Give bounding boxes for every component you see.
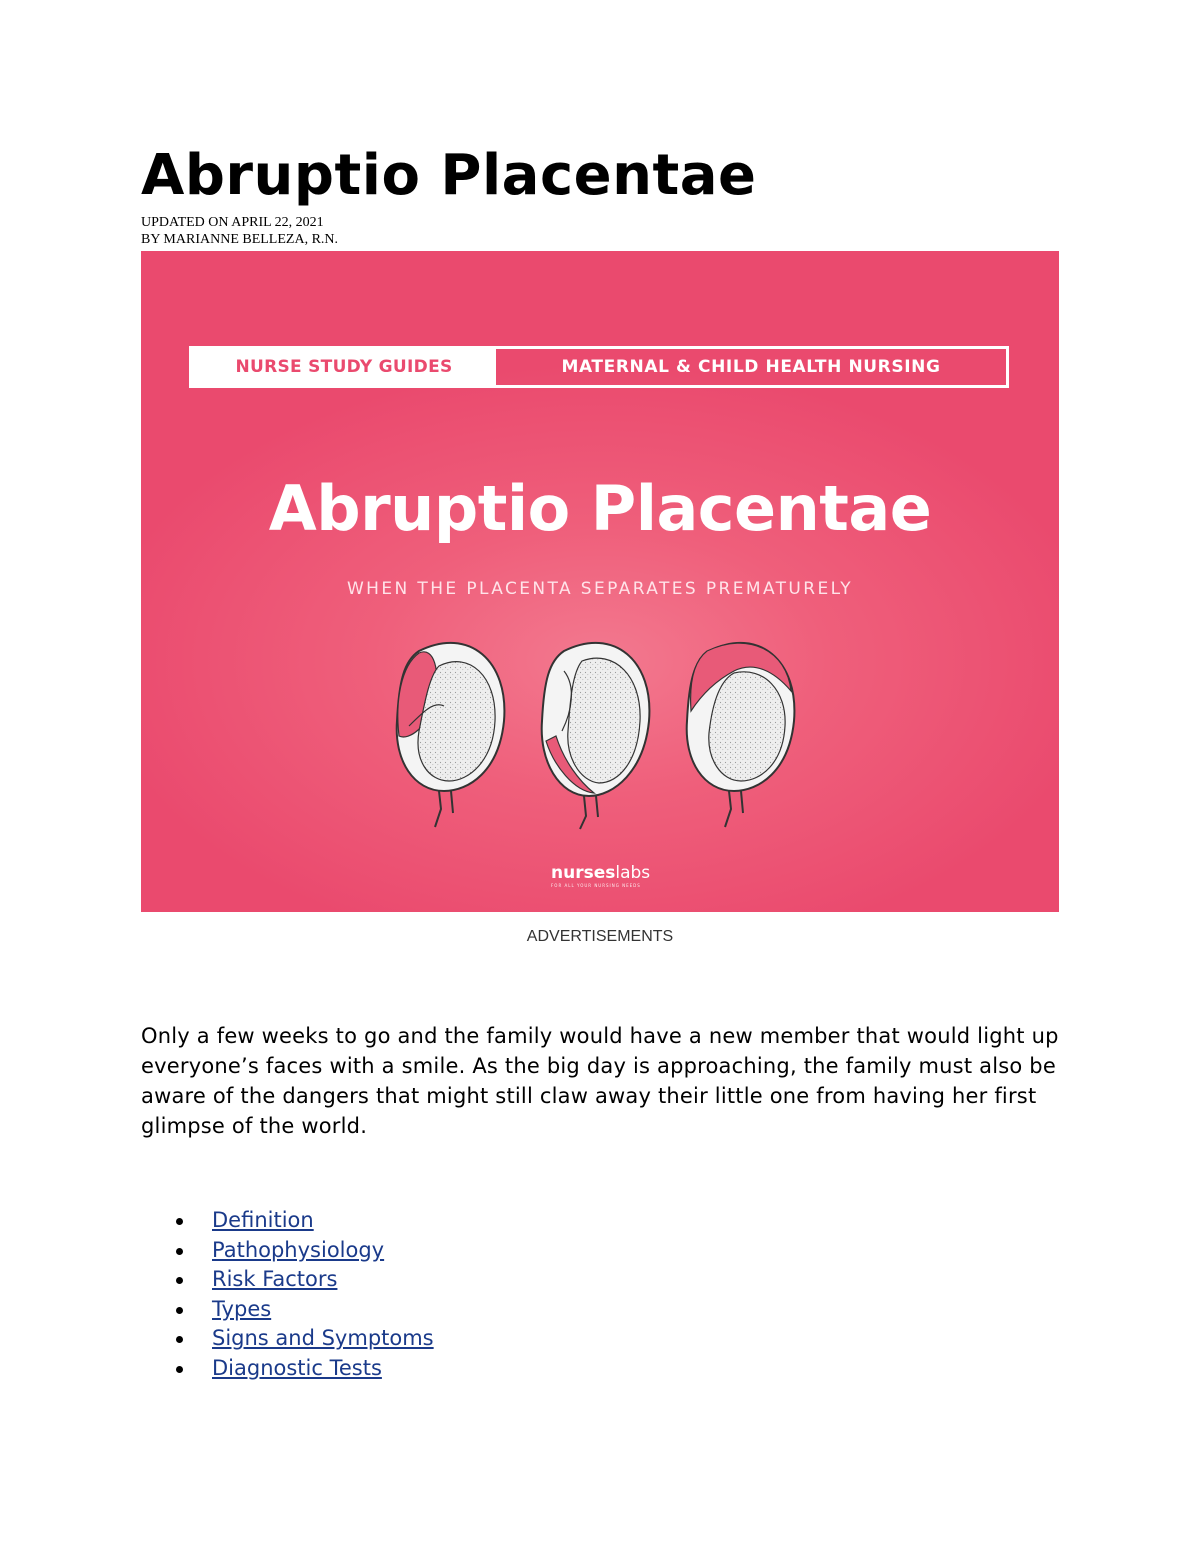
toc-item (141, 1294, 434, 1324)
advertisements-label: ADVERTISEMENTS (526, 928, 674, 945)
toc-item (141, 1205, 434, 1235)
logo-brand-bold: nurses (551, 863, 616, 883)
uterus-illustration-2 (542, 643, 650, 829)
category-banner (189, 346, 1009, 388)
toc-link-definition[interactable]: Definition (212, 1208, 314, 1232)
bullet-icon (176, 1307, 183, 1314)
toc-link-signs-and-symptoms[interactable]: Signs and Symptoms (212, 1326, 434, 1351)
toc-item (141, 1353, 434, 1383)
toc-link-risk-factors[interactable]: Risk Factors (212, 1267, 338, 1292)
uterus-illustrations (379, 631, 819, 831)
toc-item (141, 1235, 434, 1265)
hero-title: Abruptio Placentae (268, 472, 932, 545)
intro-paragraph: Only a few weeks to go and the family would have a new member that would light up everyone’s faces with a smile. As the big day is approaching, the family must also be aware of the dangers that might still claw away their little one from having her first glimpse of the world. (141, 1024, 1059, 1138)
toc-link-pathophysiology[interactable]: Pathophysiology (212, 1237, 385, 1262)
banner-category: MATERNAL & CHILD HEALTH NURSING (561, 357, 941, 377)
bullet-icon (176, 1366, 183, 1373)
bullet-icon (176, 1277, 183, 1284)
nurseslabs-logo (551, 863, 650, 889)
toc-link-types[interactable]: Types (212, 1296, 272, 1321)
author-byline: BY MARIANNE BELLEZA, R.N. (141, 232, 339, 247)
bullet-icon (176, 1218, 183, 1225)
logo-tagline: FOR ALL YOUR NURSING NEEDS (551, 883, 641, 888)
table-of-contents (141, 1205, 434, 1383)
uterus-illustration-3 (687, 643, 795, 827)
banner-study-guides: NURSE STUDY GUIDES (192, 349, 496, 385)
hero-subtitle: WHEN THE PLACENTA SEPARATES PREMATURELY (346, 579, 854, 599)
uterus-illustration-1 (397, 643, 505, 827)
logo-brand-light: labs (615, 863, 651, 883)
bullet-icon (176, 1336, 183, 1343)
toc-item (141, 1264, 434, 1294)
updated-date: UPDATED ON APRIL 22, 2021 (141, 215, 324, 230)
hero-image (141, 251, 1059, 912)
page-title: Abruptio Placentae (141, 143, 757, 208)
bullet-icon (176, 1248, 183, 1255)
toc-link-diagnostic-tests[interactable]: Diagnostic Tests (212, 1355, 382, 1380)
toc-item (141, 1323, 434, 1353)
